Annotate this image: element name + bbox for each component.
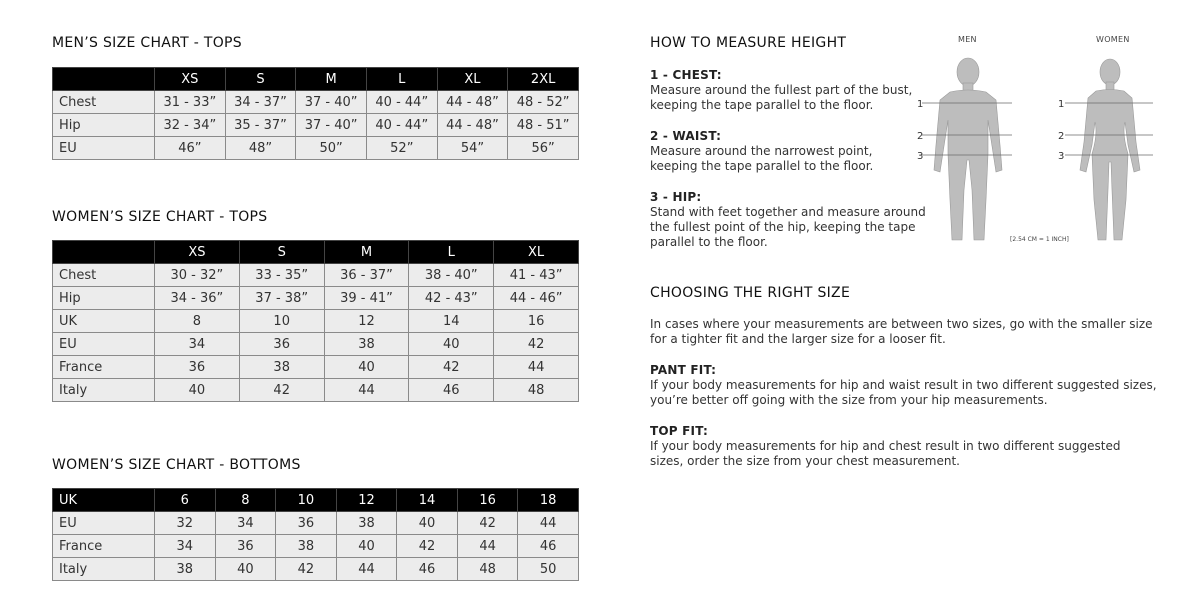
table-cell: 48: [457, 558, 518, 581]
table-header-row: [53, 241, 579, 264]
table-cell: 34: [155, 535, 216, 558]
table-cell: 46: [397, 558, 458, 581]
men-tops-table: [52, 67, 579, 160]
table-column-header: L: [409, 241, 494, 264]
table-cell: 44 - 48”: [437, 114, 508, 137]
table-column-header: M: [296, 68, 367, 91]
choosing-line: sizes, order the size from your chest measurement.: [650, 454, 960, 468]
women-bottoms-table: [52, 488, 579, 581]
body-figures: [910, 50, 1160, 250]
table-cell: 36: [276, 512, 337, 535]
table-cell: 44: [324, 379, 409, 402]
choosing-title: CHOOSING THE RIGHT SIZE: [650, 285, 851, 301]
table-corner-header: UK: [53, 489, 155, 512]
table-corner-header: [53, 241, 155, 264]
table-cell: 36: [215, 535, 276, 558]
table-cell: 44 - 46”: [494, 287, 579, 310]
women-tops-table: [52, 240, 579, 402]
table-row-label: EU: [53, 137, 155, 160]
table-cell: 36: [155, 356, 240, 379]
table-row: [53, 356, 579, 379]
table-cell: 50”: [296, 137, 367, 160]
table-cell: 33 - 35”: [239, 264, 324, 287]
table-cell: 12: [324, 310, 409, 333]
table-cell: 42: [276, 558, 337, 581]
table-cell: 35 - 37”: [225, 114, 296, 137]
measure-line: keeping the tape parallel to the floor.: [650, 159, 874, 173]
table-cell: 37 - 38”: [239, 287, 324, 310]
table-row: [53, 379, 579, 402]
women-body-figure: [1080, 59, 1140, 240]
table-row: [53, 535, 579, 558]
table-cell: 32: [155, 512, 216, 535]
table-row-label: EU: [53, 512, 155, 535]
table-row-label: EU: [53, 333, 155, 356]
choosing-line: you’re better off going with the size from your hip measurements.: [650, 393, 1048, 407]
table-column-header: 6: [155, 489, 216, 512]
table-row-label: Hip: [53, 287, 155, 310]
table-cell: 39 - 41”: [324, 287, 409, 310]
women-bottoms-title: WOMEN’S SIZE CHART - BOTTOMS: [52, 457, 301, 473]
table-cell: 40 - 44”: [366, 91, 437, 114]
table-column-header: XS: [155, 241, 240, 264]
table-row: [53, 512, 579, 535]
table-column-header: 12: [336, 489, 397, 512]
pant-fit-heading: PANT FIT:: [650, 363, 717, 377]
table-cell: 41 - 43”: [494, 264, 579, 287]
table-column-header: XL: [494, 241, 579, 264]
table-column-header: 10: [276, 489, 337, 512]
pant-fit: [650, 363, 1170, 408]
table-cell: 42: [409, 356, 494, 379]
table-row: [53, 137, 579, 160]
table-cell: 48: [494, 379, 579, 402]
table-row-label: UK: [53, 310, 155, 333]
table-cell: 56”: [508, 137, 579, 160]
measure-line: Measure around the fullest part of the bust,: [650, 83, 913, 97]
table-column-header: 16: [457, 489, 518, 512]
measure-heading: 1 - CHEST:: [650, 68, 722, 82]
measure-item-hip: [650, 190, 926, 250]
top-fit-heading: TOP FIT:: [650, 424, 708, 438]
table-row: [53, 91, 579, 114]
table-row-label: Chest: [53, 264, 155, 287]
choosing-line: If your body measurements for hip and chest result in two different suggested: [650, 439, 1121, 453]
table-cell: 34 - 37”: [225, 91, 296, 114]
table-cell: 46: [409, 379, 494, 402]
table-column-header: L: [366, 68, 437, 91]
table-cell: 46: [518, 535, 579, 558]
table-cell: 38: [336, 512, 397, 535]
table-cell: 48”: [225, 137, 296, 160]
table-column-header: 8: [215, 489, 276, 512]
measure-line: Stand with feet together and measure around: [650, 205, 926, 219]
table-cell: 50: [518, 558, 579, 581]
table-cell: 48 - 51”: [508, 114, 579, 137]
table-cell: 38: [276, 535, 337, 558]
table-row-label: Hip: [53, 114, 155, 137]
women-figure-label: WOMEN: [1096, 35, 1130, 44]
choosing-line: In cases where your measurements are between two sizes, go with the smaller size: [650, 317, 1153, 331]
marker-3: 3: [917, 151, 924, 162]
table-column-header: S: [225, 68, 296, 91]
table-cell: 44 - 48”: [437, 91, 508, 114]
marker-2: 2: [1058, 131, 1065, 142]
table-cell: 10: [239, 310, 324, 333]
measure-item-chest: [650, 68, 920, 113]
table-row-label: Italy: [53, 558, 155, 581]
table-cell: 42: [397, 535, 458, 558]
measure-instructions: [650, 68, 926, 250]
table-header-row: [53, 68, 579, 91]
table-column-header: M: [324, 241, 409, 264]
marker-1: 1: [917, 99, 924, 110]
table-cell: 16: [494, 310, 579, 333]
table-cell: 40 - 44”: [366, 114, 437, 137]
men-figure-label: MEN: [958, 35, 977, 44]
table-column-header: XS: [155, 68, 226, 91]
table-cell: 40: [409, 333, 494, 356]
measure-heading: 2 - WAIST:: [650, 129, 722, 143]
measure-item-waist: [650, 129, 920, 174]
table-cell: 38 - 40”: [409, 264, 494, 287]
table-cell: 44: [457, 535, 518, 558]
table-cell: 48 - 52”: [508, 91, 579, 114]
table-row-label: France: [53, 356, 155, 379]
choosing-line: If your body measurements for hip and waist result in two different suggested sizes,: [650, 378, 1157, 392]
table-cell: 44: [494, 356, 579, 379]
table-row-label: Chest: [53, 91, 155, 114]
table-cell: 34 - 36”: [155, 287, 240, 310]
choosing-line: for a tighter fit and the larger size for a looser fit.: [650, 332, 946, 346]
measure-line: Measure around the narrowest point,: [650, 144, 873, 158]
table-row: [53, 310, 579, 333]
table-cell: 32 - 34”: [155, 114, 226, 137]
table-row: [53, 558, 579, 581]
table-cell: 34: [215, 512, 276, 535]
table-header-row: [53, 489, 579, 512]
table-cell: 40: [336, 535, 397, 558]
marker-2: 2: [917, 131, 924, 142]
measure-heading: 3 - HIP:: [650, 190, 702, 204]
men-tops-title: MEN’S SIZE CHART - TOPS: [52, 35, 242, 51]
table-row: [53, 333, 579, 356]
table-cell: 54”: [437, 137, 508, 160]
table-row-label: Italy: [53, 379, 155, 402]
table-cell: 42 - 43”: [409, 287, 494, 310]
table-row: [53, 264, 579, 287]
conversion-note: [2.54 CM = 1 INCH]: [1010, 236, 1069, 243]
table-cell: 40: [397, 512, 458, 535]
measure-line: keeping the tape parallel to the floor.: [650, 98, 874, 112]
table-column-header: S: [239, 241, 324, 264]
table-column-header: XL: [437, 68, 508, 91]
table-cell: 40: [324, 356, 409, 379]
table-cell: 38: [155, 558, 216, 581]
table-cell: 42: [494, 333, 579, 356]
table-cell: 37 - 40”: [296, 91, 367, 114]
marker-1: 1: [1058, 99, 1065, 110]
table-cell: 8: [155, 310, 240, 333]
measure-line: the fullest point of the hip, keeping the tape: [650, 220, 916, 234]
table-cell: 36 - 37”: [324, 264, 409, 287]
table-cell: 46”: [155, 137, 226, 160]
table-row: [53, 287, 579, 310]
table-cell: 40: [155, 379, 240, 402]
table-row: [53, 114, 579, 137]
table-row-label: France: [53, 535, 155, 558]
table-column-header: 14: [397, 489, 458, 512]
marker-3: 3: [1058, 151, 1065, 162]
table-cell: 42: [457, 512, 518, 535]
women-tops-title: WOMEN’S SIZE CHART - TOPS: [52, 209, 268, 225]
table-cell: 38: [324, 333, 409, 356]
table-cell: 36: [239, 333, 324, 356]
table-cell: 40: [215, 558, 276, 581]
choosing-content: [650, 317, 1170, 469]
measure-line: parallel to the floor.: [650, 235, 768, 249]
men-body-figure: [934, 58, 1002, 240]
top-fit: [650, 424, 1170, 469]
choosing-intro: [650, 317, 1170, 347]
table-cell: 38: [239, 356, 324, 379]
table-cell: 52”: [366, 137, 437, 160]
table-cell: 30 - 32”: [155, 264, 240, 287]
table-column-header: 2XL: [508, 68, 579, 91]
table-cell: 31 - 33”: [155, 91, 226, 114]
table-cell: 14: [409, 310, 494, 333]
table-cell: 42: [239, 379, 324, 402]
table-cell: 37 - 40”: [296, 114, 367, 137]
table-column-header: 18: [518, 489, 579, 512]
table-cell: 34: [155, 333, 240, 356]
measure-title: HOW TO MEASURE HEIGHT: [650, 35, 847, 51]
table-cell: 44: [336, 558, 397, 581]
table-corner-header: [53, 68, 155, 91]
table-cell: 44: [518, 512, 579, 535]
